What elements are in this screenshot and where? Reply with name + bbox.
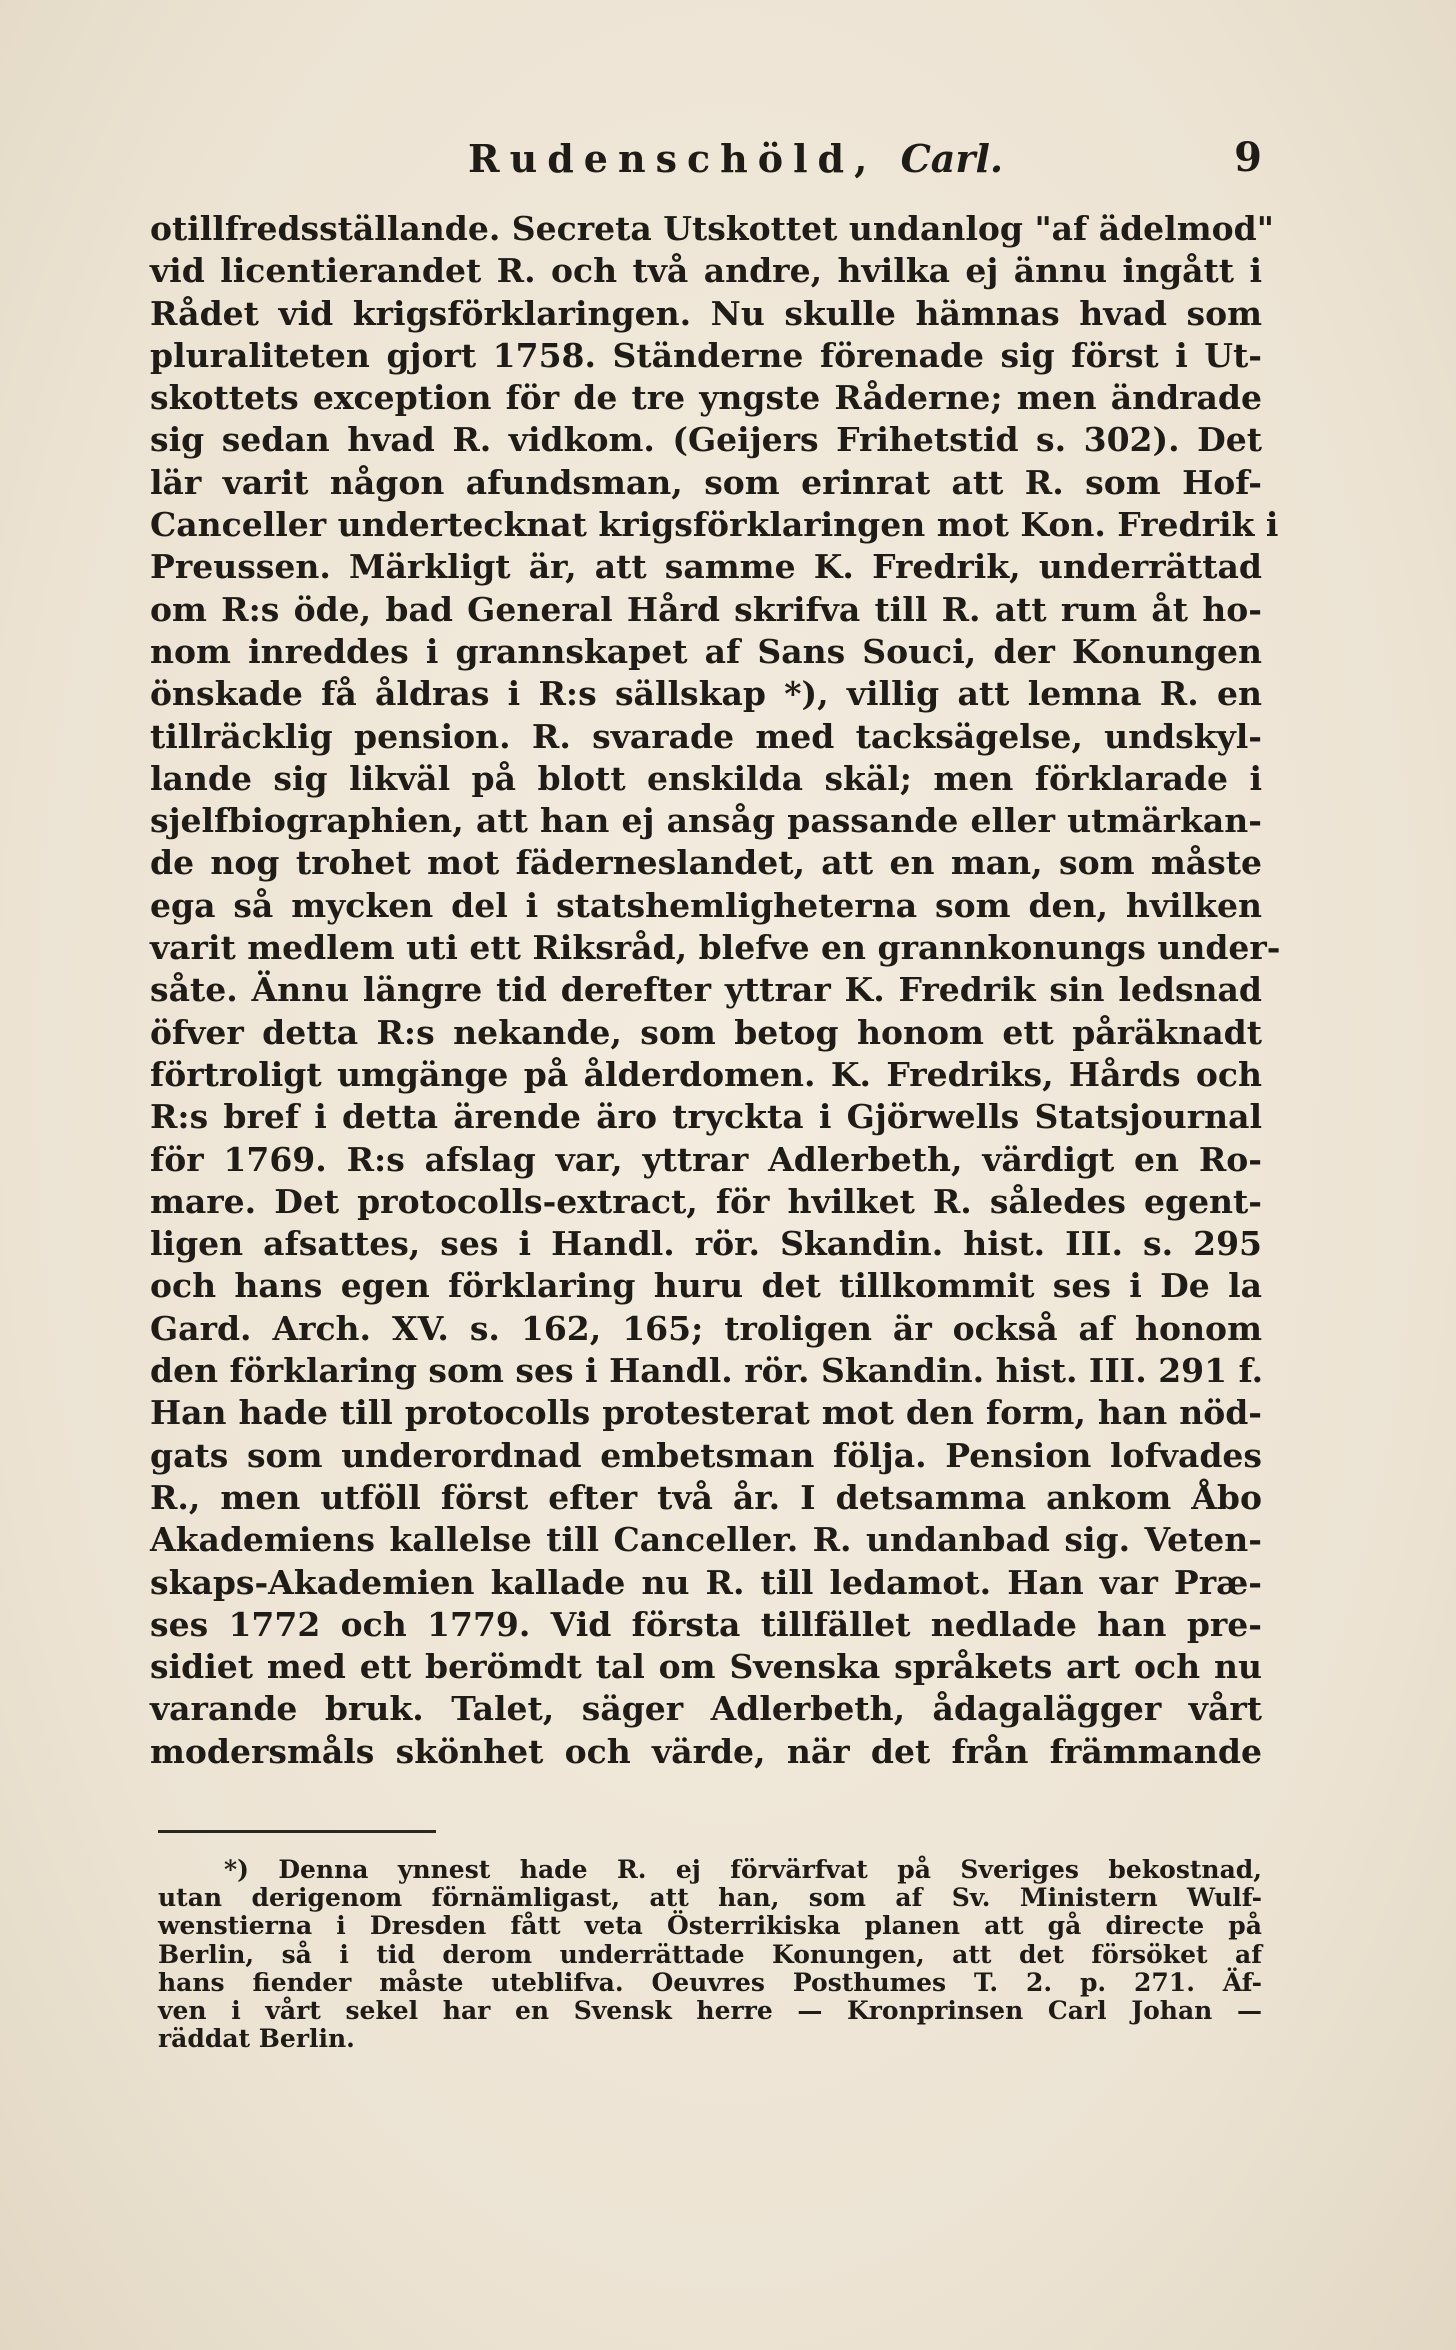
page-number: 9	[1234, 134, 1262, 181]
text-line: förtroligt umgänge på ålderdomen. K. Fredriks, Hårds och	[150, 1054, 1262, 1094]
text-line: ses 1772 och 1779. Vid första tillfället nedlade han pre-	[150, 1604, 1262, 1644]
text-line: sjelfbiographien, att han ej ansåg passande eller utmärkan-	[150, 801, 1262, 841]
text-line: lär varit någon afundsman, som erinrat att R. som Hof-	[150, 462, 1262, 502]
text-line: skaps-Akademien kallade nu R. till ledamot. Han var Præ-	[150, 1562, 1262, 1602]
footnote-line: wenstierna i Dresden fått veta Österrikiska planen att gå directe på	[158, 1911, 1262, 1941]
text-line: Canceller undertecknat krigsförklaringen mot Kon. Fredrik i	[150, 505, 1279, 545]
footnote-line: utan derigenom förnämligast, att han, som af Sv. Ministern Wulf-	[158, 1883, 1262, 1913]
text-line: om R:s öde, bad General Hård skrifva till R. att rum åt ho-	[150, 589, 1262, 629]
text-line: önskade få åldras i R:s sällskap *), villig att lemna R. en	[150, 674, 1262, 714]
text-line: nom inreddes i grannskapet af Sans Souci, der Konungen	[150, 631, 1262, 671]
text-line: tillräcklig pension. R. svarade med tacksägelse, undskyl-	[150, 716, 1262, 756]
page-header	[150, 134, 1262, 190]
text-line: gats som underordnad embetsman följa. Pension lofvades	[150, 1435, 1262, 1475]
text-line: pluraliteten gjort 1758. Ständerne förenade sig först i Ut-	[150, 335, 1262, 375]
text-line: öfver detta R:s nekande, som betog honom ett påräknadt	[150, 1012, 1262, 1052]
text-line: Han hade till protocolls protesterat mot den form, han nöd-	[150, 1393, 1262, 1433]
text-line: Rådet vid krigsförklaringen. Nu skulle hämnas hvad som	[150, 293, 1262, 333]
text-line: den förklaring som ses i Handl. rör. Skandin. hist. III. 291 f.	[150, 1351, 1264, 1391]
text-line: vid licentierandet R. och två andre, hvilka ej ännu ingått i	[150, 251, 1262, 291]
text-line: varit medlem uti ett Riksråd, blefve en grannkonungs under-	[150, 928, 1281, 968]
text-line: lande sig likväl på blott enskilda skäl; men förklarade i	[150, 758, 1262, 798]
text-line: sidiet med ett berömdt tal om Svenska språkets art och nu	[150, 1647, 1262, 1687]
text-line: modersmåls skönhet och värde, när det från främmande	[150, 1731, 1262, 1771]
text-line: skottets exception för de tre yngste Råderne; men ändrade	[150, 378, 1262, 418]
text-line: R:s bref i detta ärende äro tryckta i Gjörwells Statsjournal	[150, 1097, 1262, 1137]
text-line: de nog trohet mot fäderneslandet, att en man, som måste	[150, 843, 1262, 883]
text-line: och hans egen förklaring huru det tillkommit ses i De la	[150, 1266, 1262, 1306]
footnote-line: ven i vårt sekel har en Svensk herre — Kronprinsen Carl Johan —	[158, 1995, 1262, 2025]
text-line: Preussen. Märkligt är, att samme K. Fredrik, underrättad	[150, 547, 1262, 587]
footnote-line: Berlin, så i tid derom underrättade Konungen, att det försöket af	[158, 1939, 1262, 1969]
text-line: ligen afsattes, ses i Handl. rör. Skandin. hist. III. s. 295	[150, 1224, 1262, 1264]
text-line: för 1769. R:s afslag var, yttrar Adlerbeth, värdigt en Ro-	[150, 1139, 1262, 1179]
text-line: varande bruk. Talet, säger Adlerbeth, ådagalägger vårt	[150, 1689, 1262, 1729]
running-head-given-name: Carl.	[900, 136, 1004, 181]
text-line: otillfredsställande. Secreta Utskottet undanlog "af ädelmod"	[150, 209, 1274, 248]
text-line: Akademiens kallelse till Canceller. R. undanbad sig. Veten-	[150, 1520, 1262, 1560]
text-line: såte. Ännu längre tid derefter yttrar K. Fredrik sin ledsnad	[150, 970, 1262, 1010]
footnote-line: hans fiender måste uteblifva. Oeuvres Posthumes T. 2. p. 271. Äf-	[158, 1967, 1262, 1997]
footnote-line: räddat Berlin.	[158, 2024, 355, 2054]
text-line: ega så mycken del i statshemligheterna som den, hvilken	[150, 885, 1262, 925]
text-line: R., men utföll först efter två år. I detsamma ankom Åbo	[150, 1477, 1262, 1517]
footnote	[158, 1856, 1262, 2053]
footnote-line: *) Denna ynnest hade R. ej förvärfvat på Sveriges bekostnad,	[224, 1855, 1262, 1884]
text-line: Gard. Arch. XV. s. 162, 165; troligen är också af honom	[150, 1308, 1262, 1348]
footnote-rule	[158, 1830, 436, 1833]
main-text	[150, 208, 1281, 1773]
running-head	[468, 136, 1003, 181]
running-head-name: Rudenschöld,	[468, 136, 878, 181]
text-line: mare. Det protocolls-extract, för hvilket R. således egent-	[150, 1181, 1262, 1221]
text-line: sig sedan hvad R. vidkom. (Geijers Frihetstid s. 302). Det	[150, 420, 1262, 460]
